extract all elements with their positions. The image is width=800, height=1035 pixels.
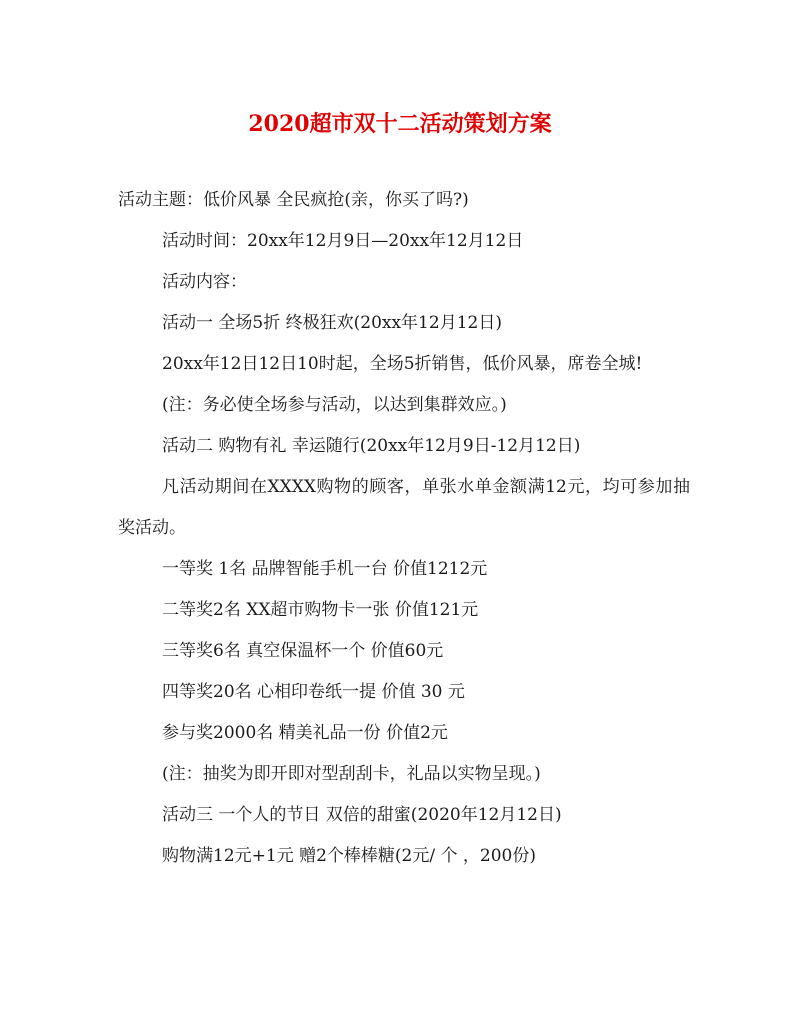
paragraph-activity-one-detail: 20xx年12日12日10时起，全场5折销售，低价风暴，席卷全城!: [162, 354, 643, 374]
paragraph-activity-two-detail: 凡活动期间在XXXX购物的顾客，单张水单金额满12元，均可参加抽奖活动。: [118, 477, 690, 538]
paragraph-prize-participation: 参与奖2000名 精美礼品一份 价值2元: [162, 723, 448, 743]
paragraph-activity-three: 活动三 一个人的节日 双倍的甜蜜(2020年12月12日): [162, 805, 562, 825]
paragraph-time: 活动时间：20xx年12月9日—20xx年12月12日: [162, 231, 524, 251]
paragraph-activity-one: 活动一 全场5折 终极狂欢(20xx年12月12日): [162, 313, 502, 333]
document-title: 2020超市双十二活动策划方案: [248, 111, 552, 137]
paragraph-note-two: (注：抽奖为即开即对型刮刮卡，礼品以实物呈现。): [162, 764, 541, 784]
paragraph-theme: 活动主题：低价风暴 全民疯抢(亲，你买了吗?): [118, 190, 469, 210]
paragraph-content-heading: 活动内容：: [162, 272, 247, 292]
paragraph-prize-second: 二等奖2名 XX超市购物卡一张 价值121元: [162, 600, 479, 620]
paragraph-note-one: (注：务必使全场参与活动，以达到集群效应。): [162, 395, 507, 415]
paragraph-prize-fourth: 四等奖20名 心相印卷纸一提 价值 30 元: [162, 682, 465, 702]
paragraph-prize-third: 三等奖6名 真空保温杯一个 价值60元: [162, 641, 444, 661]
document-body: [118, 180, 690, 877]
paragraph-activity-two: 活动二 购物有礼 幸运随行(20xx年12月9日-12月12日): [162, 436, 581, 456]
paragraph-prize-first: 一等奖 1名 品牌智能手机一台 价值1212元: [162, 559, 488, 579]
paragraph-activity-three-detail: 购物满12元+1元 赠2个棒棒糖(2元/ 个 ，200份): [162, 846, 536, 866]
